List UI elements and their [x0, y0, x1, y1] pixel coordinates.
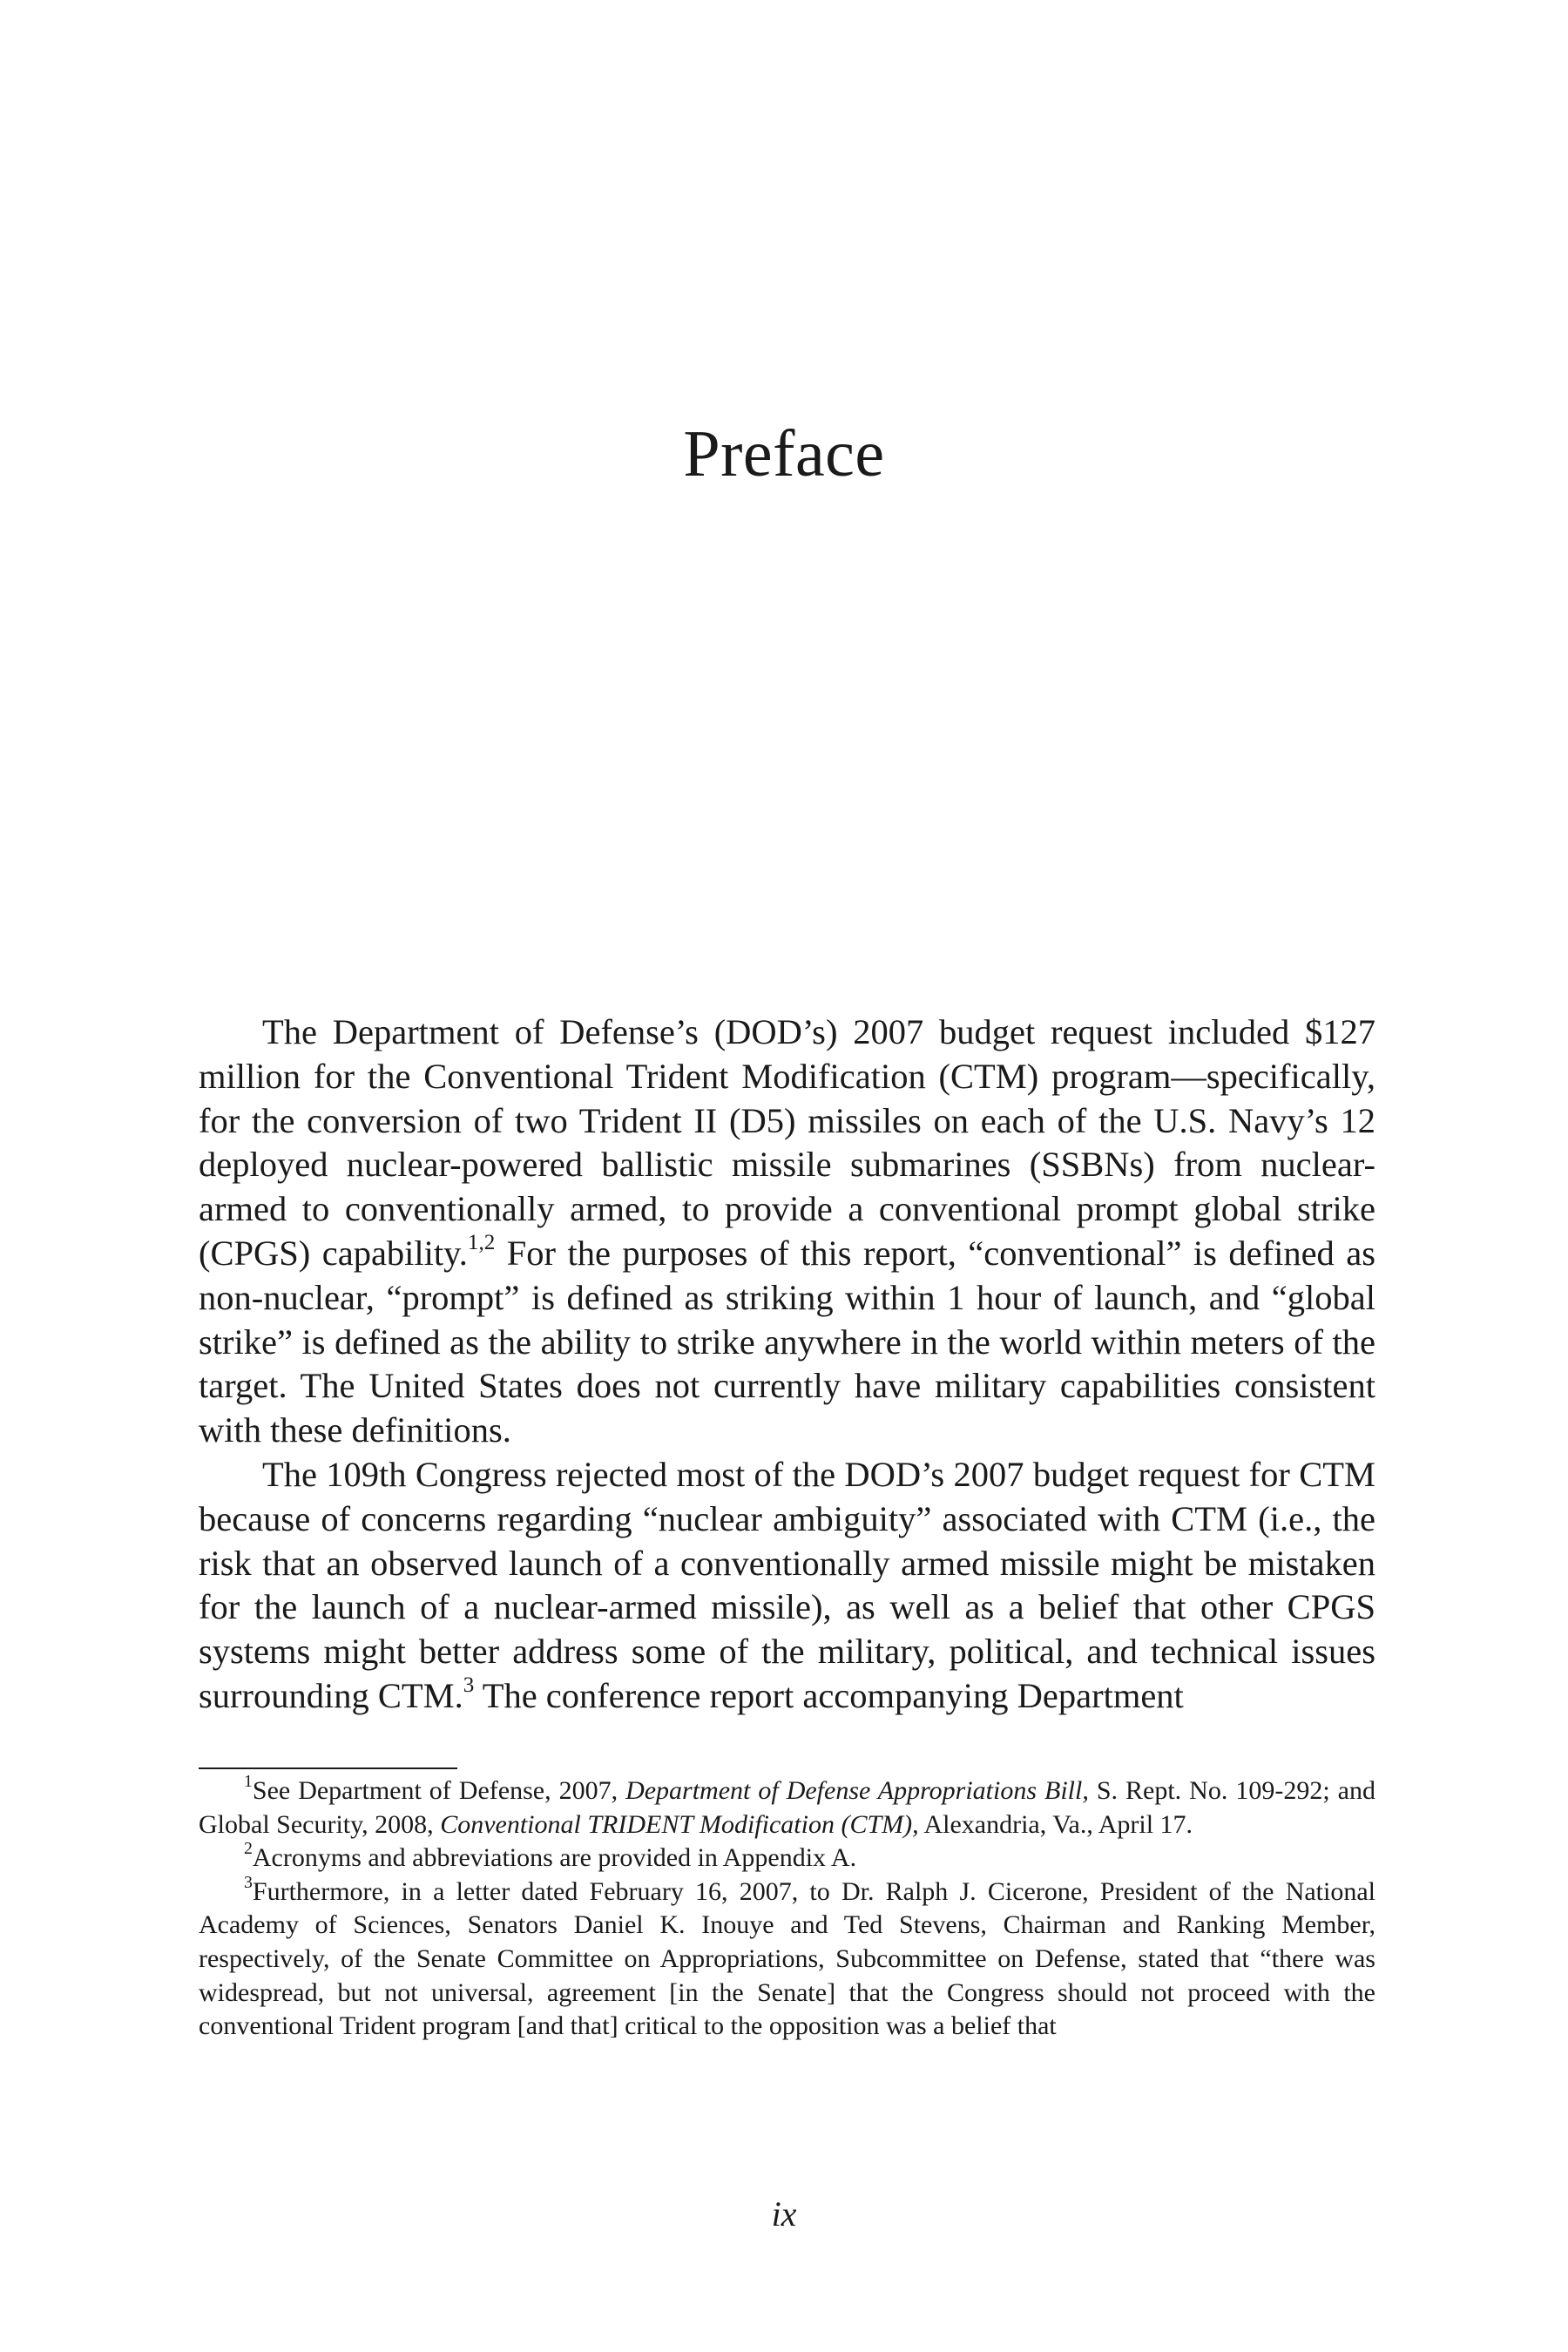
footnote-1-text-a: See Department of Defense, 2007, — [252, 1776, 626, 1805]
footnote-1-title-a: Department of Defense Appropriations Bill, — [625, 1776, 1089, 1805]
paragraph-2-text-b: The conference report accompanying Department — [474, 1675, 1184, 1715]
footnote-1 — [199, 1774, 1375, 1842]
footnote-1-title-b: Conventional TRIDENT Modification (CTM), — [440, 1809, 919, 1839]
footnote-1-text-c: Alexandria, Va., April 17. — [918, 1809, 1193, 1839]
footnote-3-mark: 3 — [244, 1872, 253, 1892]
footnotes — [199, 1774, 1375, 2044]
footnote-2-mark: 2 — [244, 1839, 253, 1859]
footnote-divider — [199, 1767, 457, 1769]
paragraph-1 — [199, 1010, 1375, 1453]
footnote-1-mark: 1 — [244, 1772, 253, 1792]
footnote-ref-1-2: 1,2 — [467, 1230, 496, 1254]
footnote-1-text-b: S. Rept. No. 109-292; and Global Security, 2008, — [199, 1776, 1375, 1839]
footnote-3 — [199, 1872, 1375, 2044]
paragraph-2 — [199, 1453, 1375, 1719]
paragraph-1-text-b: For the purposes of this report, “conventional” is defined as non-nuclear, “prompt” is defined as striking within 1 hour of launch, and “global strike” is defined as the ability to strike anywhere in the world within meters of the target. The United States does not currently have military capabilities consistent with these definitions. — [199, 1233, 1375, 1450]
page-number: ix — [771, 2194, 797, 2234]
footnote-ref-3: 3 — [463, 1673, 475, 1697]
paragraph-1-text-a: The Department of Defense’s (DOD’s) 2007 budget request included $127 million for the Conventional Trident Modification (CTM) program—specifically, for the conversion of two Trident II (D5) missiles on each of the U.S. Navy’s 12 deployed nuclear-powered ballistic missile submarines (SSBNs) from nuclear-armed to conventionally armed, to provide a conventional prompt global strike (CPGS) capability. — [199, 1012, 1375, 1273]
body-text — [199, 1010, 1375, 1719]
paragraph-2-text-a: The 109th Congress rejected most of the DOD’s 2007 budget request for CTM because of concerns regarding “nuclear ambiguity” associated with CTM (i.e., the risk that an observed launch of a conventionally armed missile might be mistaken for the launch of a nuclear-armed missile), as well as a belief that other CPGS systems might better address some of the military, political, and technical issues surrounding CTM. — [199, 1454, 1375, 1715]
footnote-2 — [199, 1839, 1375, 1876]
page-title: Preface — [683, 417, 885, 490]
footnote-2-text: Acronyms and abbreviations are provided in Appendix A. — [252, 1843, 857, 1873]
footnote-3-text: Furthermore, in a letter dated February 16, 2007, to Dr. Ralph J. Cicerone, President of the National Academy of Sciences, Senators Daniel K. Inouye and Ted Stevens, Chairman and Ranking Member, respectively, of the Senate Committee on Appropriations, Subcommittee on Defense, stated that “there was widespread, but not universal, agreement [in the Senate] that the Congress should not proceed with the conventional Trident program [and that] critical to the opposition was a belief that — [199, 1876, 1375, 2041]
